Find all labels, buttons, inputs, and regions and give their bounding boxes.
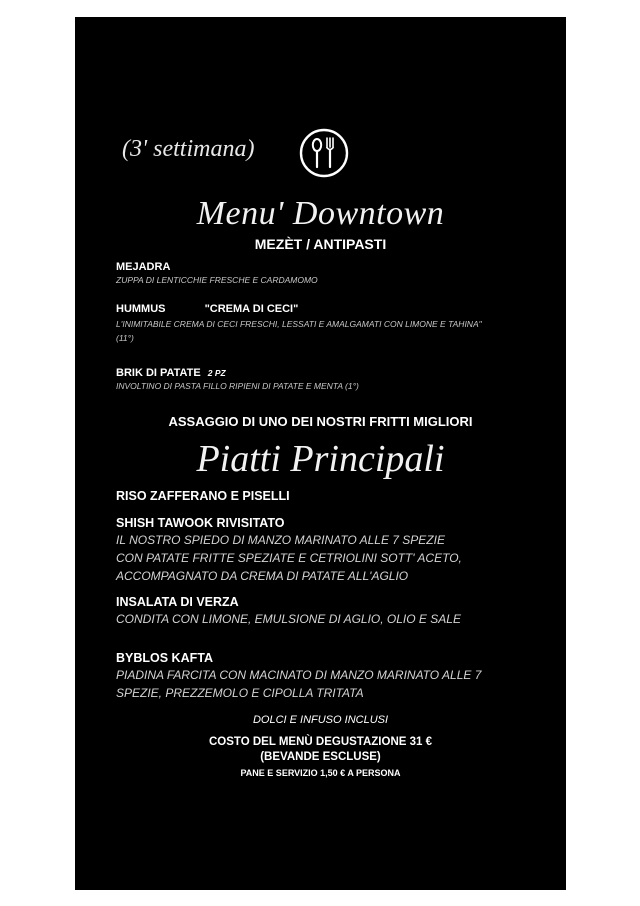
antipasto-item	[116, 367, 359, 393]
item-desc: INVOLTINO DI PASTA FILLO RIPIENI DI PATATE E MENTA (1°)	[116, 381, 359, 391]
item-name: BRIK DI PATATE	[116, 367, 201, 379]
item-name-row	[116, 367, 359, 379]
item-name-row	[116, 303, 482, 315]
item-desc: PIADINA FARCITA CON MACINATO DI MANZO MARINATO ALLE 7	[116, 668, 482, 682]
main-item	[116, 516, 462, 585]
main-item	[116, 489, 290, 503]
item-name: RISO ZAFFERANO E PISELLI	[116, 489, 290, 503]
item-name: BYBLOS KAFTA	[116, 651, 213, 665]
item-desc: ZUPPA DI LENTICCHIE FRESCHE E CARDAMOMO	[116, 275, 318, 285]
item-desc: ACCOMPAGNATO DA CREMA DI PATATE ALL'AGLIO	[116, 569, 409, 583]
pane-line: PANE E SERVIZIO 1,50 € A PERSONA	[240, 768, 401, 778]
menu-card	[75, 17, 566, 890]
item-name: SHISH TAWOOK RIVISITATO	[116, 516, 285, 530]
antipasti-heading: MEZÈT / ANTIPASTI	[254, 236, 387, 252]
item-desc: L'INIMITABILE CREMA DI CECI FRESCHI, LESSATI E AMALGAMATI CON LIMONE E TAHINA"	[116, 319, 482, 329]
main-item	[116, 651, 481, 702]
item-name: INSALATA DI VERZA	[116, 595, 239, 609]
costo-line: COSTO DEL MENÙ DEGUSTAZIONE 31 €	[208, 736, 432, 748]
item-qty: 2 PZ	[207, 368, 226, 378]
antipasto-item	[116, 261, 318, 287]
item-desc: IL NOSTRO SPIEDO DI MANZO MARINATO ALLE 7 SPEZIE	[116, 533, 445, 547]
dolci-line: DOLCI E INFUSO INCLUSI	[252, 714, 389, 726]
item-desc: SPEZIE, PREZZEMOLO E CIPOLLA TRITATA	[116, 686, 364, 700]
price-block	[75, 735, 566, 765]
item-name: HUMMUS	[116, 303, 166, 315]
item-name: MEJADRA	[116, 261, 171, 273]
bevande-line: (BEVANDE ESCLUSE)	[260, 751, 381, 763]
menu-title: Menu' Downtown	[196, 195, 445, 232]
plate-fork-knife-icon	[298, 127, 350, 179]
antipasto-item	[116, 303, 482, 345]
main-item	[116, 595, 461, 628]
week-label: (3' settimana)	[122, 136, 255, 162]
item-desc: CONDITA CON LIMONE, EMULSIONE DI AGLIO, OLIO E SALE	[116, 612, 461, 626]
item-desc: (11°)	[116, 333, 134, 343]
item-subtitle: "CREMA DI CECI"	[204, 303, 299, 315]
principali-title: Piatti Principali	[196, 438, 445, 480]
item-desc: CON PATATE FRITTE SPEZIATE E CETRIOLINI SOTT' ACETO,	[116, 551, 462, 565]
fritti-line: ASSAGGIO DI UNO DEI NOSTRI FRITTI MIGLIORI	[168, 414, 473, 429]
